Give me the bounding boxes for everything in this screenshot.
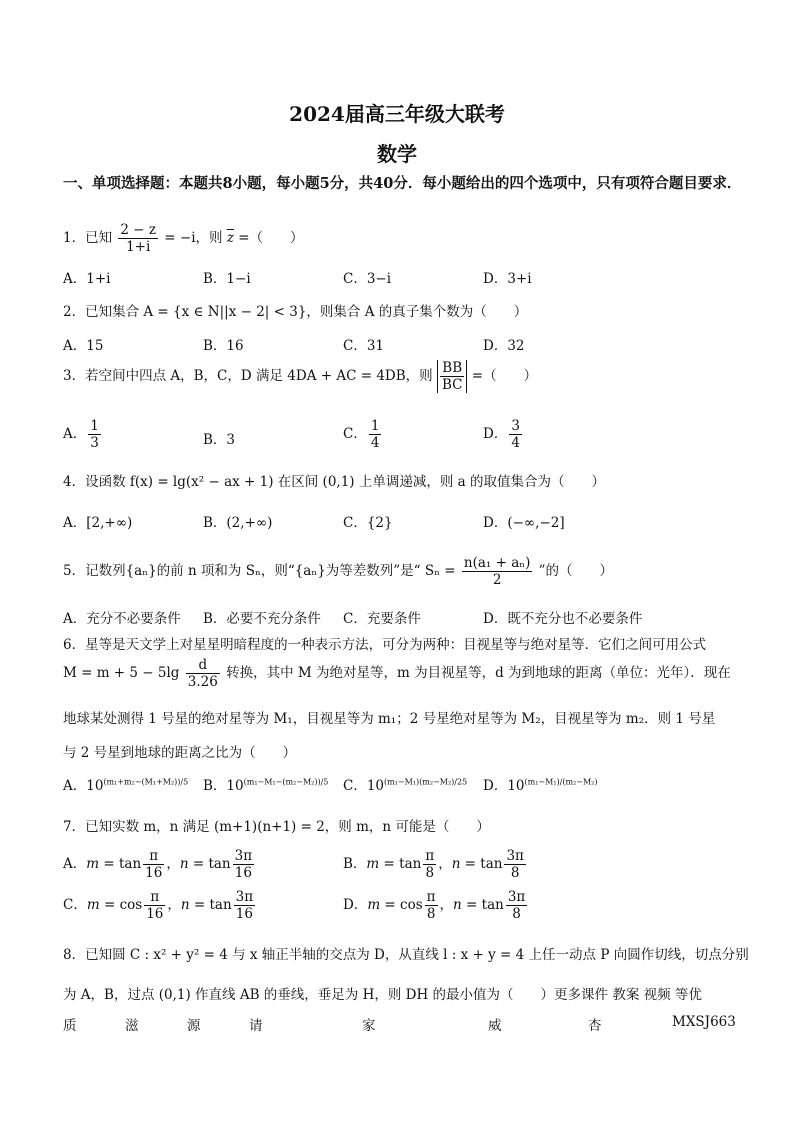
q1-option-b: B．1−i	[203, 271, 251, 287]
q7-option-c: C．m = cos $\frac{\pi}{16}$ ，n = tan $\frac{3\pi}{16}$	[63, 889, 254, 922]
question-8-line-2: 为 A，B，过点 (0,1) 作直线 AB 的垂线，垂足为 H，则 DH 的最小值为（ ）更多课件 教案 视频 等优	[63, 987, 702, 1003]
q2-option-a: A．15	[63, 338, 104, 354]
q1-option-c: C．3−i	[343, 271, 392, 287]
q2-option-d: D．32	[483, 338, 525, 354]
subject-title: 数学	[377, 142, 417, 166]
q6-option-d: D．$10^{(m_1-M_1)/(m_2-M_2)}$	[483, 777, 598, 794]
q5-frac-num: n(a₁ + aₙ)	[463, 555, 531, 571]
question-3	[63, 360, 743, 393]
q5-frac-den: 2	[492, 572, 502, 588]
exam-title: 2024届高三年级大联考	[289, 102, 505, 126]
q5-option-b: B．必要不充分条件	[203, 611, 321, 627]
q6-line2-tail: 转换，其中 M 为绝对星等，m 为目视星等，d 为到地球的距离（单位：光年）．现在	[226, 665, 731, 681]
q1-tail: =（ ）	[238, 230, 304, 246]
q4-option-d: D．(−∞,−2]	[483, 515, 565, 531]
question-2: 2．已知集合 A = {x ∈ N||x − 2| < 3}，则集合 A 的真子集个数为（ ）	[63, 304, 528, 320]
q3-frac-den: BC	[441, 377, 463, 393]
q6-frac-den: 3.26	[187, 674, 218, 690]
q5-option-a: A．充分不必要条件	[63, 611, 181, 627]
q7-option-b: B．m = tan $\frac{\pi}{8}$ ，n = tan $\frac{3\pi}{8}$	[343, 848, 524, 881]
q1-fraction	[118, 222, 158, 255]
q3-option-d: D． $\frac{3}{4}$	[483, 418, 520, 451]
footer-char-7: 杏	[588, 1018, 602, 1034]
question-6-line-1: 6．星等是天文学上对星星明暗程度的一种表示方法，可分为两种：目视星等与绝对星等．它们之间可用公式	[63, 637, 707, 653]
q1-option-d: D．3+i	[483, 271, 532, 287]
q5-prefix: 5．记数列{aₙ}的前 n 项和为 Sₙ，则“{aₙ}为等差数列”是“ Sₙ =	[63, 563, 456, 579]
footer-code: MXSJ663	[672, 1014, 736, 1030]
q5-option-c: C．充要条件	[343, 611, 421, 627]
q6-fraction	[186, 657, 220, 690]
q4-option-b: B．(2,+∞)	[203, 515, 273, 531]
q3-prefix: 3．若空间中四点 A，B，C，D 满足 4DA + AC = 4DB，则	[63, 368, 433, 384]
footer-char-5: 家	[362, 1018, 376, 1034]
q6-option-a: A．$10^{(m_1+m_2-(M_1+M_2))/5}$	[63, 777, 189, 794]
q4-option-c: C．{2}	[343, 515, 393, 531]
footer-char-3: 源	[187, 1018, 201, 1034]
q6-option-b: B．$10^{(m_1-M_1-(m_2-M_2))/5}$	[203, 777, 329, 794]
q3-option-a: A． $\frac{1}{3}$	[63, 418, 99, 451]
section-heading: 一、单项选择题：本题共8小题，每小题5分，共40分．每小题给出的四个选项中，只有项符合题目要求．	[63, 175, 742, 192]
q3-abs-fraction	[437, 360, 468, 393]
q2-option-c: C．31	[343, 338, 385, 354]
q6-option-c: C．$10^{(m_1-M_1)(m_2-M_2)/25}$	[343, 777, 468, 794]
q5-option-d: D．既不充分也不必要条件	[483, 611, 643, 627]
footer-char-2: 滋	[125, 1018, 139, 1034]
q6-frac-num: d	[186, 657, 220, 674]
footer-char-4: 请	[249, 1018, 263, 1034]
q4-option-a: A．[2,+∞)	[63, 515, 133, 531]
q1-option-a: A．1+i	[63, 271, 111, 287]
question-6-line-2	[63, 657, 743, 690]
q7-option-a: A．m = tan $\frac{\pi}{16}$ ，n = tan $\frac{3\pi}{16}$	[63, 848, 253, 881]
q7-option-d: D．m = cos $\frac{\pi}{8}$ ，n = tan $\frac{3\pi}{8}$	[343, 889, 526, 922]
q3-frac-num: BB	[440, 360, 465, 377]
q1-frac-den: 1+i	[126, 239, 151, 255]
q3-option-b: B．3	[203, 432, 236, 448]
question-6-line-3: 地球某处测得 1 号星的绝对星等为 M₁，目视星等为 m₁；2 号星绝对星等为 M₂，目视星等为 m₂．则 1 号星	[63, 711, 716, 727]
q5-tail: ”的（ ）	[538, 563, 614, 579]
question-7: 7．已知实数 m，n 满足 (m+1)(n+1) = 2，则 m，n 可能是（ ）	[63, 819, 490, 835]
q5-fraction	[462, 555, 532, 588]
question-8-line-1: 8．已知圆 C : x² + y² = 4 与 x 轴正半轴的交点为 D，从直线 l : x + y = 4 上任一动点 P 向圆作切线，切点分别	[63, 947, 749, 963]
q1-num: 1．已知	[63, 230, 113, 246]
q3-option-c: C． $\frac{1}{4}$	[343, 418, 380, 451]
q1-zbar: $\overline{z}$	[226, 230, 234, 246]
q1-frac-num: 2 − z	[120, 222, 156, 238]
q1-eq: = −i，则	[164, 230, 223, 246]
q3-tail: =（ ）	[471, 368, 538, 384]
question-1	[63, 222, 743, 255]
footer-char-1: 质	[63, 1018, 77, 1034]
question-6-line-4: 与 2 号星到地球的距离之比为（ ）	[63, 745, 297, 761]
q6-formula: M = m + 5 − 5lg	[63, 665, 180, 681]
question-5	[63, 555, 743, 588]
question-4: 4．设函数 f(x) = lg(x² − ax + 1) 在区间 (0,1) 上单调递减，则 a 的取值集合为（ ）	[63, 474, 605, 490]
footer-char-6: 威	[488, 1018, 502, 1034]
q2-option-b: B．16	[203, 338, 244, 354]
